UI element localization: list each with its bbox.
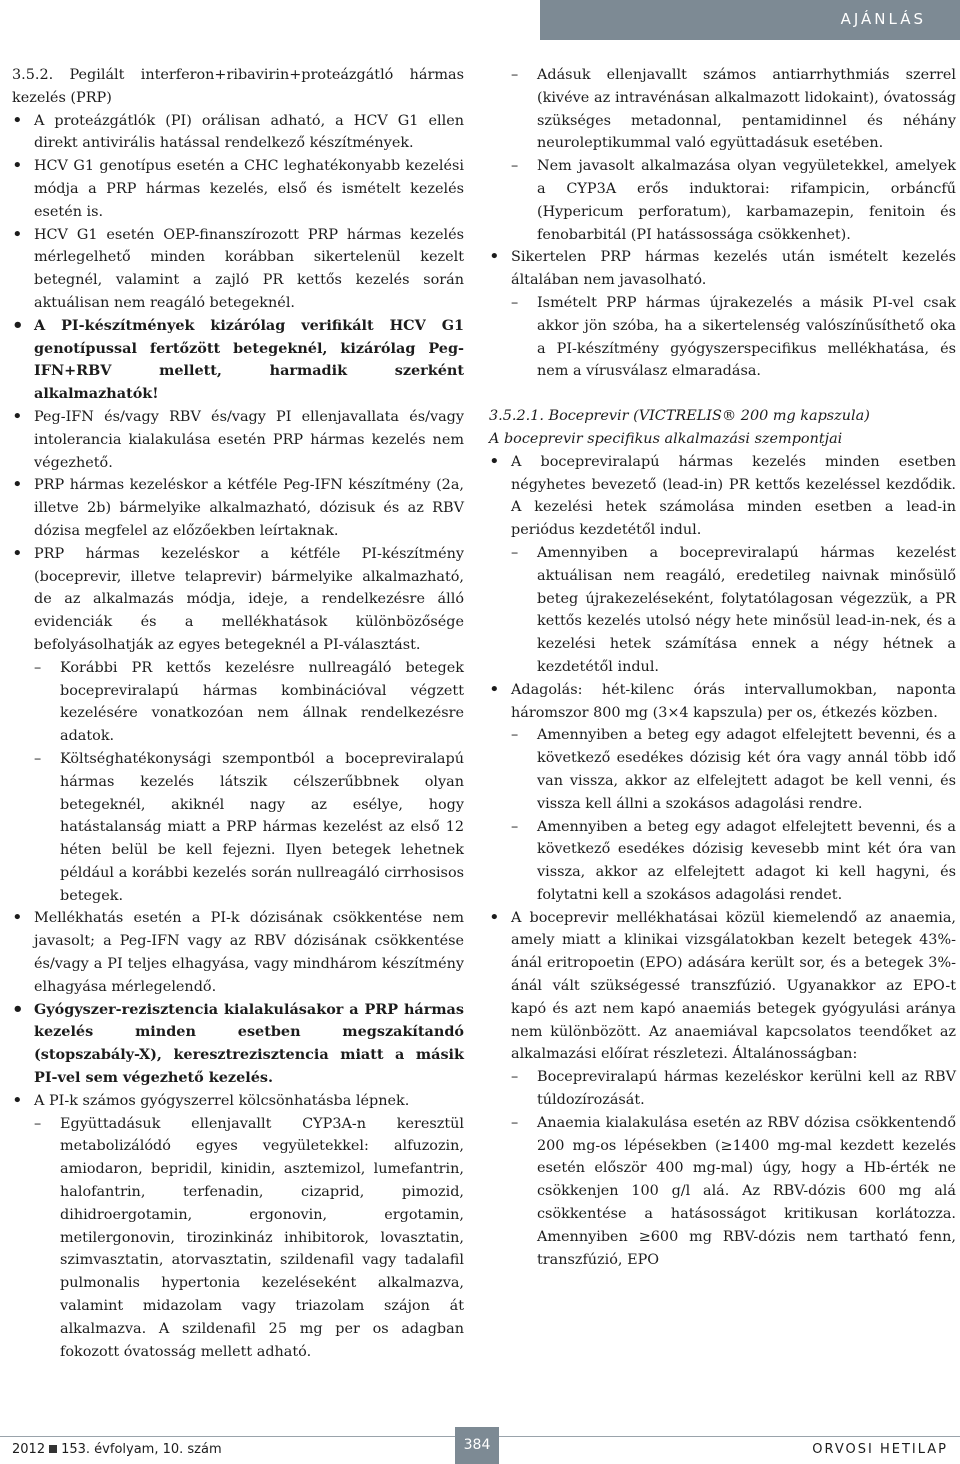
list-item: • A PI-k számos gyógyszerrel kölcsönhatásba lépnek. (12, 1090, 464, 1113)
list-item: • Gyógyszer-rezisztencia kialakulásakor a PRP hármas kezelés minden esetben megszakítandó (stopszabály-X), keresztrezisztencia miatt a másik PI-vel sem végezhető kezelés. (12, 999, 464, 1090)
list-item: • PRP hármas kezeléskor a kétféle Peg-IFN készítmény (2a, illetve 2b) bármelyike alkalmazható, dózisuk és az RBV dózisa megfelel az előzőekben leírtaknak. (12, 474, 464, 542)
list-item: • Mellékhatás esetén a PI-k dózisának csökkentése nem javasolt; a Peg-IFN vagy az RBV dózisának csökkentése és/vagy a PI teljes elhagyása, vagy mindhárom készítmény elhagyása mérlegelendő. (12, 907, 464, 998)
dash-item: – Amennyiben a beteg egy adagot elfelejtett bevenni, és a következő esedékes dózisig két óra vagy annál több idő van vissza, akkor az elfelejtett adagot be kell venni, és vissza kell állni a szokásos adagolási rendre. (489, 724, 956, 815)
subsection-heading: 3.5.2.1. Boceprevir (VICTRELIS® 200 mg kapszula) (489, 408, 870, 425)
list-item: • HCV G1 genotípus esetén a CHC leghatékonyabb kezelési módja a PRP hármas kezelés, első és ismételt kezelés esetén is. (12, 155, 464, 223)
list-item: • A proteázgátlók (PI) orálisan adható, a HCV G1 ellen direkt antivirális hatással rendelkező készítmények. (12, 110, 464, 156)
bullet-list (12, 110, 464, 1364)
footer-year: 2012 (12, 1442, 46, 1457)
bullet-list (489, 451, 956, 1272)
list-item: • Sikertelen PRP hármas kezelés után ismételt kezelés általában nem javasolható. (489, 246, 956, 292)
dash-item: – Anaemia kialakulása esetén az RBV dózisa csökkentendő 200 mg-os lépésekben (≥1400 mg-mal kezdett kezelés esetén először 400 mg-mal) úgy, hogy a Hb-érték ne csökkenjen 100 g/l alá. Az RBV-dózis 600 mg alá csökkentése a hatásosságot kritikusan korlátozza. Amennyiben ≥600 mg RBV-dózis nem tartható fenn, transzfúzió, EPO (489, 1112, 956, 1272)
section-heading: 3.5.2. Pegilált interferon+ribavirin+proteázgátló hármas kezelés (PRP) (12, 67, 464, 106)
list-item: • A boceprevir mellékhatásai közül kiemelendő az anaemia, amely miatt a klinikai vizsgálatokban kezelt betegek 43%-ánál eritropoetin (EPO) adására került sor, és a betegek 3%-ánál vált szükségessé transzfúzió. Ugyanakkor az EPO-t kapó és azt nem kapó anaemiás betegek gyógyulási aránya nem különbözött. Az anaemiával kapcsolatos teendőket az alkalmazási előírat részletezi. Általánosságban: (489, 907, 956, 1067)
dash-item: – Amennyiben a bocepreviralapú hármas kezelést aktuálisan nem reagáló, eredetileg naivnak minősülő beteg újrakezeléseként, folytatólagosan végezzük, a PR kettős kezelés utolsó négy hete minősül lead-in-nek, és a kezelési hetek számítása ennek a négy hétnek a kezdetétől indul. (489, 542, 956, 679)
left-column (12, 64, 464, 1363)
footer-issue (12, 1442, 222, 1457)
footer-volume: 153. évfolyam, 10. szám (61, 1442, 222, 1457)
page-footer (0, 1420, 960, 1464)
section-header (540, 0, 960, 40)
section-label: AJÁNLÁS (840, 10, 926, 28)
list-item: • HCV G1 esetén OEP-finanszírozott PRP hármas kezelés mérlegelhető minden korábban sikertelenül kezelt betegnél, valamint a zajló PR kettős kezelés során aktuálisan nem reagáló betegeknél. (12, 224, 464, 315)
dash-item: – Együttadásuk ellenjavallt CYP3A-n keresztül metabolizálódó egyes vegyületekkel: alfuzozin, amiodaron, bepridil, kinidin, asztemizol, lumefantrin, halofantrin, terfenadin, cizaprid, pimozid, dihidroergotamin, ergonovin, ergotamin, metilergonovin, tirozinkináz inhibitorok, lovasztatin, szimvasztatin, atorvasztatin, szildenafil vagy tadalafil pulmonalis hypertonia kezeléseként alkalmazva, valamint midazolam vagy triazolam szájon át alkalmazva. A szildenafil 25 mg per os adagban fokozott óvatosság mellett adható. (12, 1113, 464, 1364)
bullet-list (489, 64, 956, 383)
dash-item: – Költséghatékonysági szempontból a bocepreviralapú hármas kezelés látszik célszerűbbnek olyan betegeknél, akiknél nagy az esélye, hogy hatástalanság miatt a PRP hármas kezelést az első 12 héten belül be kell fejezni. Ilyen betegek lehetnek például a korábbi kezelés során nullreagáló cirrhosisos betegek. (12, 748, 464, 908)
list-item: • A bocepreviralapú hármas kezelés minden esetben négyhetes bevezető (lead-in) PR kettős kezeléssel kezdődik. A kezelési hetek számolása minden esetben a lead-in periódus kezdetétől indul. (489, 451, 956, 542)
journal-name: ORVOSI HETILAP (812, 1442, 948, 1457)
list-item: • PRP hármas kezeléskor a kétféle PI-készítmény (boceprevir, illetve telaprevir) bármelyike alkalmazható, de az alkalmazás módja, ideje, a rendelkezésre álló evidenciák és a mellékhatások különbözősége befolyásolhatják az egyes betegeknél a PI-választást. (12, 543, 464, 657)
dash-item: – Ismételt PRP hármas újrakezelés a másik PI-vel csak akkor jön szóba, ha a sikertelenség valószínűsíthető oka a PI-készítmény gyógyszerspecifikus mellékhatása, és nem a vírusválasz elmaradása. (489, 292, 956, 383)
dash-item: – Bocepreviralapú hármas kezeléskor kerülni kell az RBV túldozírozását. (489, 1066, 956, 1112)
list-item: • Peg-IFN és/vagy RBV és/vagy PI ellenjavallata és/vagy intolerancia kialakulása esetén PRP hármas kezelés nem végezhető. (12, 406, 464, 474)
list-item: • A PI-készítmények kizárólag verifikált HCV G1 genotípussal fertőzött betegeknél, kizárólag Peg-IFN+RBV mellett, harmadik szerként alkalmazhatók! (12, 315, 464, 406)
dash-item: – Amennyiben a beteg egy adagot elfelejtett bevenni, és a következő esedékes dózisig kevesebb mint két óra van vissza, akkor az elfelejtett adagot ki kell hagyni, és folytatni kell a szokásos adagolási rendet. (489, 816, 956, 907)
dash-item: – Nem javasolt alkalmazása olyan vegyületekkel, amelyek a CYP3A erős induktorai: rifampicin, orbáncfű (Hypericum perforatum), karbamazepin, fenitoin és fenobarbitál (PI hatássossága csökkenhet). (489, 155, 956, 246)
right-column (489, 64, 956, 1271)
dash-item: – Korábbi PR kettős kezelésre nullreagáló betegek bocepreviralapú hármas kombinációval végzett kezelésére vonatkozóan nem állnak rendelkezésre adatok. (12, 657, 464, 748)
subsection-subtitle: A boceprevir specifikus alkalmazási szempontjai (489, 430, 843, 447)
page-number: 384 (455, 1427, 499, 1464)
list-item: • Adagolás: hét-kilenc órás intervallumokban, naponta háromszor 800 mg (3×4 kapszula) per os, étkezés közben. (489, 679, 956, 725)
square-icon (49, 1445, 57, 1453)
dash-item: – Adásuk ellenjavallt számos antiarrhythmiás szerrel (kivéve az intravénásan alkalmazott lidokaint), óvatosság szükséges metadonnal, pentamidinnel és néhány neuroleptikummal való együttadásuk esetében. (489, 64, 956, 155)
